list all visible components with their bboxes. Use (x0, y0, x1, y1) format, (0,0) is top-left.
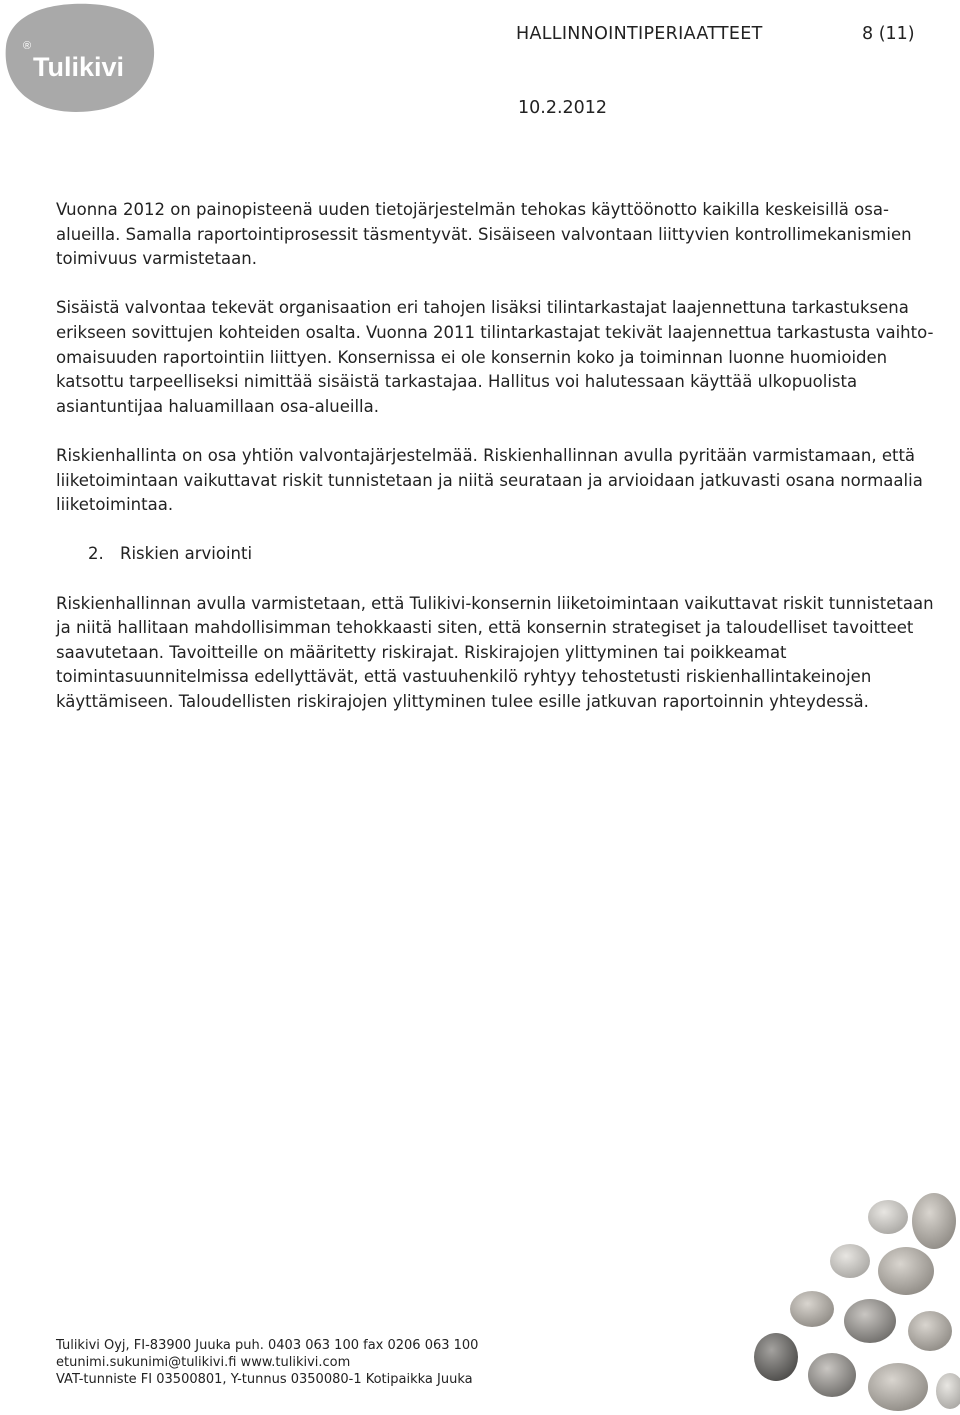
paragraph-risk-assessment: Riskienhallinnan avulla varmistetaan, että Tulikivi-konsernin liiketoimintaan vaikuttavat riskit tunnistetaan ja niitä hallitaan mahdollisimman tehokkaasti siten, että konsernin strategiset ja taloudelliset tavoitteet saavutetaan. Tavoitteille on määritetty riskirajat. Riskirajojen ylittyminen tai poikkeamat toimintasuunnitelmissa edellyttävät, että vastuuhenkilö ryhtyy tehostetusti riskienhallintakeinojen käyttämiseen. Taloudellisten riskirajojen ylittyminen tulee esille jatkuvan raportoinnin yhteydessä. (56, 593, 934, 711)
page-footer (56, 1338, 478, 1388)
header-title: HALLINNOINTIPERIAATTEET (516, 24, 763, 44)
footer-contact: etunimi.sukunimi@tulikivi.fi www.tulikivi.com (56, 1354, 351, 1370)
document-body (56, 198, 942, 739)
header-page-number: 8 (11) (862, 24, 915, 44)
header-date: 10.2.2012 (518, 98, 608, 118)
logo-registered-mark: ® (23, 40, 32, 52)
paragraph-development-focus: Vuonna 2012 on painopisteenä uuden tietojärjestelmän tehokas käyttöönotto kaikilla keskeisillä osa-alueilla. Samalla raportointiprosessit täsmentyvät. Sisäiseen valvontaan liittyvien kontrollimekanismien toimivuus varmistetaan. (56, 200, 912, 269)
logo-text: Tulikivi (33, 52, 125, 82)
section-title: Riskien arviointi (120, 544, 253, 564)
paragraph-risk-management: Riskienhallinta on osa yhtiön valvontajärjestelmää. Riskienhallinnan avulla pyritään varmistamaan, että liiketoimintaan vaikuttavat riskit tunnistetaan ja niitä seurataan ja arvioidaan jatkuvasti osana normaalia liiketoimintaa. (56, 445, 923, 515)
paragraph-internal-control: Sisäistä valvontaa tekevät organisaation eri tahojen lisäksi tilintarkastajat laajennettuna tarkastuksena erikseen sovittujen kohteiden osalta. Vuonna 2011 tilintarkastajat tekivät laajennettua tarkastusta vaihto-omaisuuden raportointiin liittyen. Konsernissa ei ole konsernin koko ja toiminnan luonne huomioiden katsottu tarpeelliseksi nimittää sisäistä tarkastajaa. Hallitus voi halutessaan käyttää ulkopuolista asiantuntijaa haluamillaan osa-alueilla. (56, 298, 934, 416)
section-number: 2. (88, 544, 104, 564)
footer-company-address: Tulikivi Oyj, FI-83900 Juuka puh. 0403 063 100 fax 0206 063 100 (56, 1338, 479, 1353)
tulikivi-logo (0, 0, 160, 118)
section-heading (56, 542, 942, 567)
footer-registration: VAT-tunniste FI 03500801, Y-tunnus 0350080-1 Kotipaikka Juuka (56, 1371, 473, 1387)
decorative-stones-image (720, 1191, 960, 1411)
